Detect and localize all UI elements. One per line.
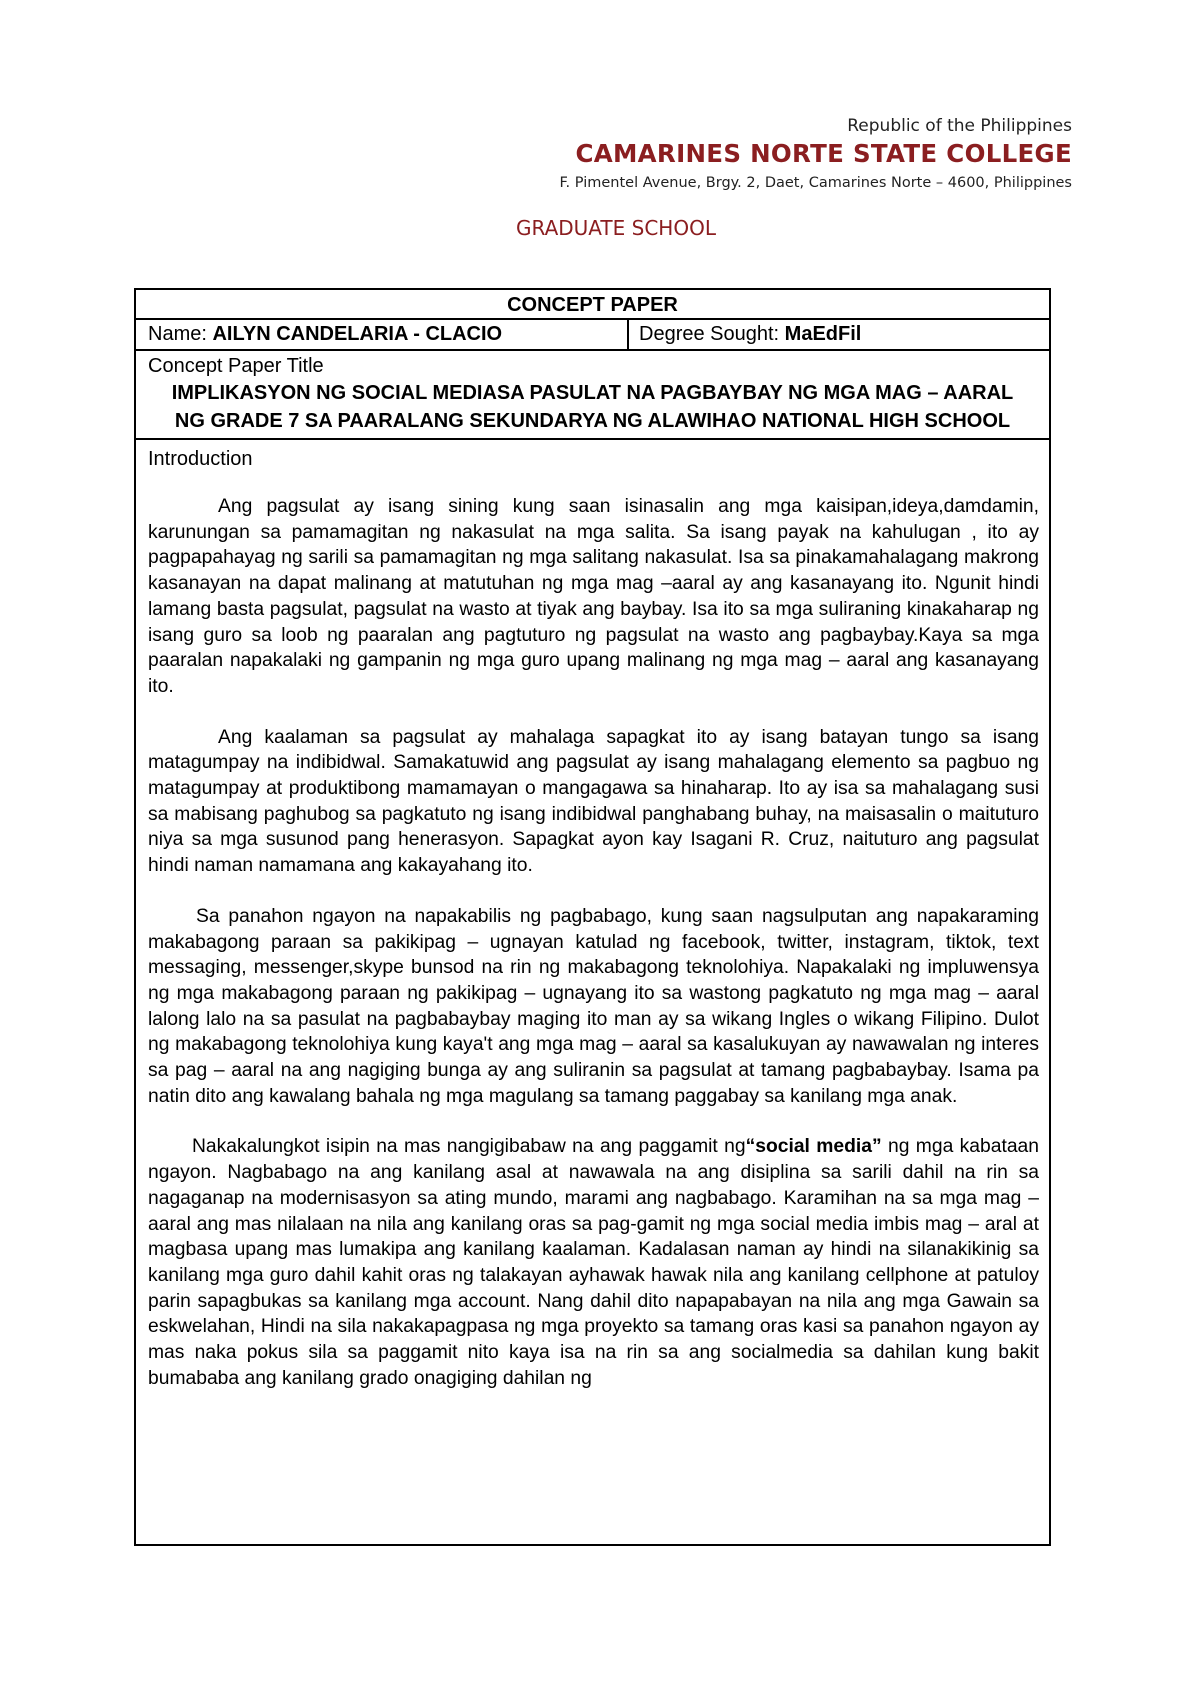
introduction-section [136,440,1049,1392]
concept-paper-title: IMPLIKASYON NG SOCIAL MEDIASA PASULAT NA PAGBAYBAY NG MGA MAG – AARAL NG GRADE 7 SA PAARALANG SEKUNDARYA NG ALAWIHAO NATIONAL HIGH SCHOOL [171,382,1014,432]
degree-cell [629,320,1049,349]
graduate-school-label: GRADUATE SCHOOL [516,216,716,240]
degree-value: MaEdFil [784,323,862,345]
college-address: F. Pimentel Avenue, Brgy. 2, Daet, Camarines Norte – 4600, Philippines [559,175,1072,191]
paragraph-2: Ang kaalaman sa pagsulat ay mahalaga sapagkat ito ay isang batayan tungo sa isang matagumpay na indibidwal. Samakatuwid ang pagsulat ay isang mahalagang elemento sa pagbuo ng matagumpay at produktibong mamamayan o mangagawa sa hinaharap. Ito ay isa sa mahalagang susi sa mabisang paghubog sa pagkatuto ng isang indibidwal panghabang buhay, na maisasalin o maituturo niya sa mga susunod pang henerasyon. Sapagkat ayon kay Isagani R. Cruz, naituturo ang pagsulat hindi naman namamana ang kakayahang ito. [148,726,1039,877]
paragraph-4-emphasis: “social media” [745,1136,882,1158]
paragraph-4-start: Nakakalungkot isipin na mas nangigibabaw na ang paggamit ng [192,1136,746,1158]
name-cell [136,320,629,349]
name-label: Name: [148,323,213,345]
paragraph-1: Ang pagsulat ay isang sining kung saan isinasalin ang mga kaisipan,ideya,damdamin, karunungan sa pamamagitan ng nakasulat na mga salita. Sa isang payak na kahulugan , ito ay pagpapahayag ng sarili sa pamamagitan ng mga salitang nakasulat. Isa sa pinakamahalagang makrong kasanayan na dapat malinang at matutuhan ng mga mag –aaral ay ang kasanayang ito. Ngunit hindi lamang basta pagsulat, pagsulat na wasto at tiyak ang baybay. Isa ito sa mga suliraning kinakaharap ng isang guro sa loob ng paaralan ang pagtuturo ng pagsulat na wasto ang pagbaybay.Kaya sa mga paaralan napakalaki ng gampanin ng mga guro upang malinang ng mga mag – aaral ang kasanayang ito. [148,496,1039,697]
title-label: Concept Paper Title [148,355,324,377]
form-heading: CONCEPT PAPER [136,290,1049,320]
name-value: AILYN CANDELARIA - CLACIO [212,323,503,345]
concept-paper-form [134,288,1051,1546]
name-degree-row [136,320,1049,351]
paragraph-4-rest: ng mga kabataan ngayon. Nagbabago na ang kanilang asal at nawawala na ang disiplina sa sarili dahil na rin sa nagaganap na modernisasyon sa ating mundo, marami ang nagbabago. Karamihan na sa mga mag – aaral ang mas nilalaan na nila ang kanilang oras sa pag-gamit ng mga social media imbis mag – aral at magbasa upang mas lumakipa ang kanilang kaalaman. Kadalasan naman ay hindi na silanakikinig sa kanilang mga guro dahil kahit oras ng talakayan ayhawak hawak nila ang kanilang cellphone at patuloy parin sapagbukas sa kanilang mga account. Nang dahil dito napapabayan na nila ang mga Gawain sa eskwelahan, Hindi na sila nakakapagpasa ng mga proyekto sa tamang oras kasi sa panahon ngayon ay mas naka pokus sila sa paggamit nito kaya isa na rin sa ang socialmedia sa dahilan kung bakit bumababa ang kanilang grado onagiging dahilan ng [148,1136,1039,1389]
degree-label: Degree Sought: [639,323,785,345]
college-name: CAMARINES NORTE STATE COLLEGE [575,139,1072,168]
paragraph-4 [148,1134,1039,1391]
republic-line: Republic of the Philippines [847,116,1072,136]
paragraph-3: Sa panahon ngayon na napakabilis ng pagbabago, kung saan nagsulputan ang napakaraming makabagong paraan sa pakikipag – ugnayan katulad ng facebook, twitter, instagram, tiktok, text messaging, messenger,skype bunsod na rin ng makabagong teknolohiya. Napakalaki ng impluwensya ng mga makabagong paraan ng pakikipag – ugnayang ito sa wastong pagkatuto ng mga mag – aaral lalong lalo na sa pasulat na pagbabaybay maging ito man ay sa wikang Ingles o wikang Filipino. Dulot ng makabagong teknolohiya kung kaya't ang mga mag – aaral sa kasalukuyan ay nawawalan ng interes sa pag – aaral na ang nagiging bunga ay ang suliranin sa pagsulat at tamang pagbabaybay. Isama pa natin dito ang kawalang bahala ng mga magulang sa tamang paggabay sa kanilang mga anak. [148,905,1039,1107]
introduction-label: Introduction [148,448,253,470]
title-section [136,351,1049,440]
